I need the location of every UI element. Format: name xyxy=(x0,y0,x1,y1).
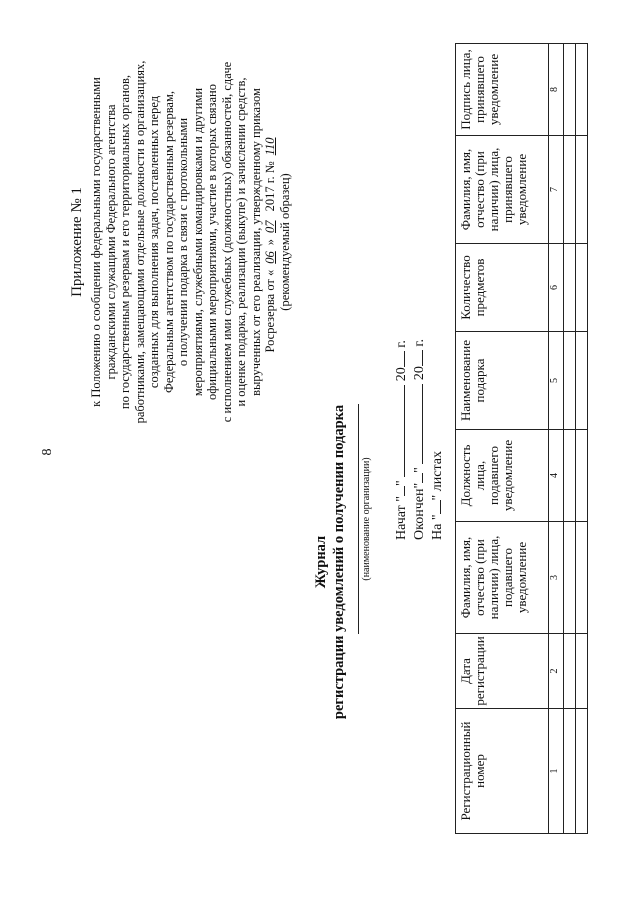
empty-cell xyxy=(564,430,576,522)
order-mid2: 2017 г. № xyxy=(263,161,277,212)
column-number: 3 xyxy=(549,522,564,634)
order-date-line xyxy=(263,22,278,462)
started-line: Начат "" 20 г. xyxy=(394,340,409,540)
journal-dates xyxy=(392,339,446,540)
empty-cell xyxy=(576,332,588,430)
table-header-row xyxy=(456,44,549,834)
day-blank xyxy=(392,486,405,496)
header-cell: Регистрационный номер xyxy=(456,709,549,834)
started-label: Начат xyxy=(394,505,409,540)
appendix-line: к Положению о сообщении федеральными государственными xyxy=(89,77,103,407)
month-blank xyxy=(392,385,405,477)
empty-cell xyxy=(576,430,588,522)
header-cell: Подпись лица, принявшего уведомление xyxy=(456,44,549,136)
empty-cell xyxy=(576,709,588,834)
column-number: 6 xyxy=(549,244,564,332)
empty-cell xyxy=(576,136,588,244)
appendix-line: Федеральным агентством по государственным резервам, xyxy=(161,90,176,394)
empty-cell xyxy=(564,332,576,430)
appendix-line: и оценке подарка, реализации (выкупе) и зачислении средств, xyxy=(234,77,248,407)
column-number: 4 xyxy=(549,430,564,522)
appendix-line: вырученных от его реализации, утвержденному приказом xyxy=(248,88,263,396)
column-number: 8 xyxy=(549,44,564,136)
appendix-title: Приложение № 1 xyxy=(69,187,85,297)
appendix-line: созданных для выполнения задач, поставленных перед xyxy=(147,95,161,389)
header-cell: Должность лица, подавшего уведомление xyxy=(456,430,549,522)
rotated-document xyxy=(40,12,600,892)
year-blank xyxy=(392,351,405,367)
order-month: 07 xyxy=(263,220,277,233)
empty-cell xyxy=(576,522,588,634)
finished-line: Окончен"" 20 г. xyxy=(412,338,427,540)
appendix-line: по государственным резервам и его территориальных органов, xyxy=(118,74,132,410)
empty-cell xyxy=(564,709,576,834)
header-cell: Дата регистрации xyxy=(456,634,549,709)
empty-cell xyxy=(564,634,576,709)
month-blank xyxy=(410,384,423,464)
order-prefix: Росрезерва от « xyxy=(263,269,277,353)
header-cell: Наименование подарка xyxy=(456,332,549,430)
table-row xyxy=(576,44,588,834)
empty-cell xyxy=(576,634,588,709)
column-number-row xyxy=(549,44,564,834)
column-number: 7 xyxy=(549,136,564,244)
register-table xyxy=(455,43,588,834)
empty-cell xyxy=(564,136,576,244)
page-number: 8 xyxy=(40,448,55,456)
year-blank xyxy=(410,350,423,366)
appendix-block xyxy=(68,22,292,462)
empty-cell xyxy=(576,244,588,332)
appendix-line: работниками, замещающими отдельные должности в организациях, xyxy=(132,60,147,424)
column-number: 2 xyxy=(549,634,564,709)
appendix-line: официальными мероприятиями, участие в которых связано xyxy=(205,84,219,400)
sheets-blank xyxy=(428,500,441,514)
appendix-line: мероприятиями, служебными командировками и другими xyxy=(190,87,205,397)
header-cell: Фамилия, имя, отчество (при наличии) лица, принявшего уведомление xyxy=(456,136,549,244)
journal-title xyxy=(312,352,348,772)
day-blank xyxy=(410,473,423,483)
journal-title-line2: регистрации уведомлений о получении подарка xyxy=(331,404,347,720)
header-cell: Фамилия, имя, отчество (при наличии) лица, подавшего уведомление xyxy=(456,522,549,634)
column-number: 5 xyxy=(549,332,564,430)
empty-cell xyxy=(576,44,588,136)
finished-label: Окончен xyxy=(412,488,427,540)
appendix-line: гражданскими служащими Федерального агентства xyxy=(103,104,118,380)
appendix-line: с исполнением ими служебных (должностных) обязанностей, сдаче xyxy=(219,61,234,423)
journal-title-line1: Журнал xyxy=(313,535,329,589)
empty-cell xyxy=(564,522,576,634)
order-number: 110 xyxy=(263,137,277,156)
empty-cell xyxy=(564,44,576,136)
org-name-line xyxy=(358,404,372,634)
sheets-line: На "" листах xyxy=(430,451,445,540)
empty-cell xyxy=(564,244,576,332)
org-caption: (наименование организации) xyxy=(361,457,372,581)
header-cell: Количество предметов xyxy=(456,244,549,332)
order-day: 06 xyxy=(263,251,277,264)
sample-note: (рекомендуемый образец) xyxy=(277,173,292,311)
order-mid: » xyxy=(263,238,277,246)
table-row xyxy=(564,44,576,834)
appendix-line: о получении подарка в связи с протокольными xyxy=(176,117,190,367)
column-number: 1 xyxy=(549,709,564,834)
